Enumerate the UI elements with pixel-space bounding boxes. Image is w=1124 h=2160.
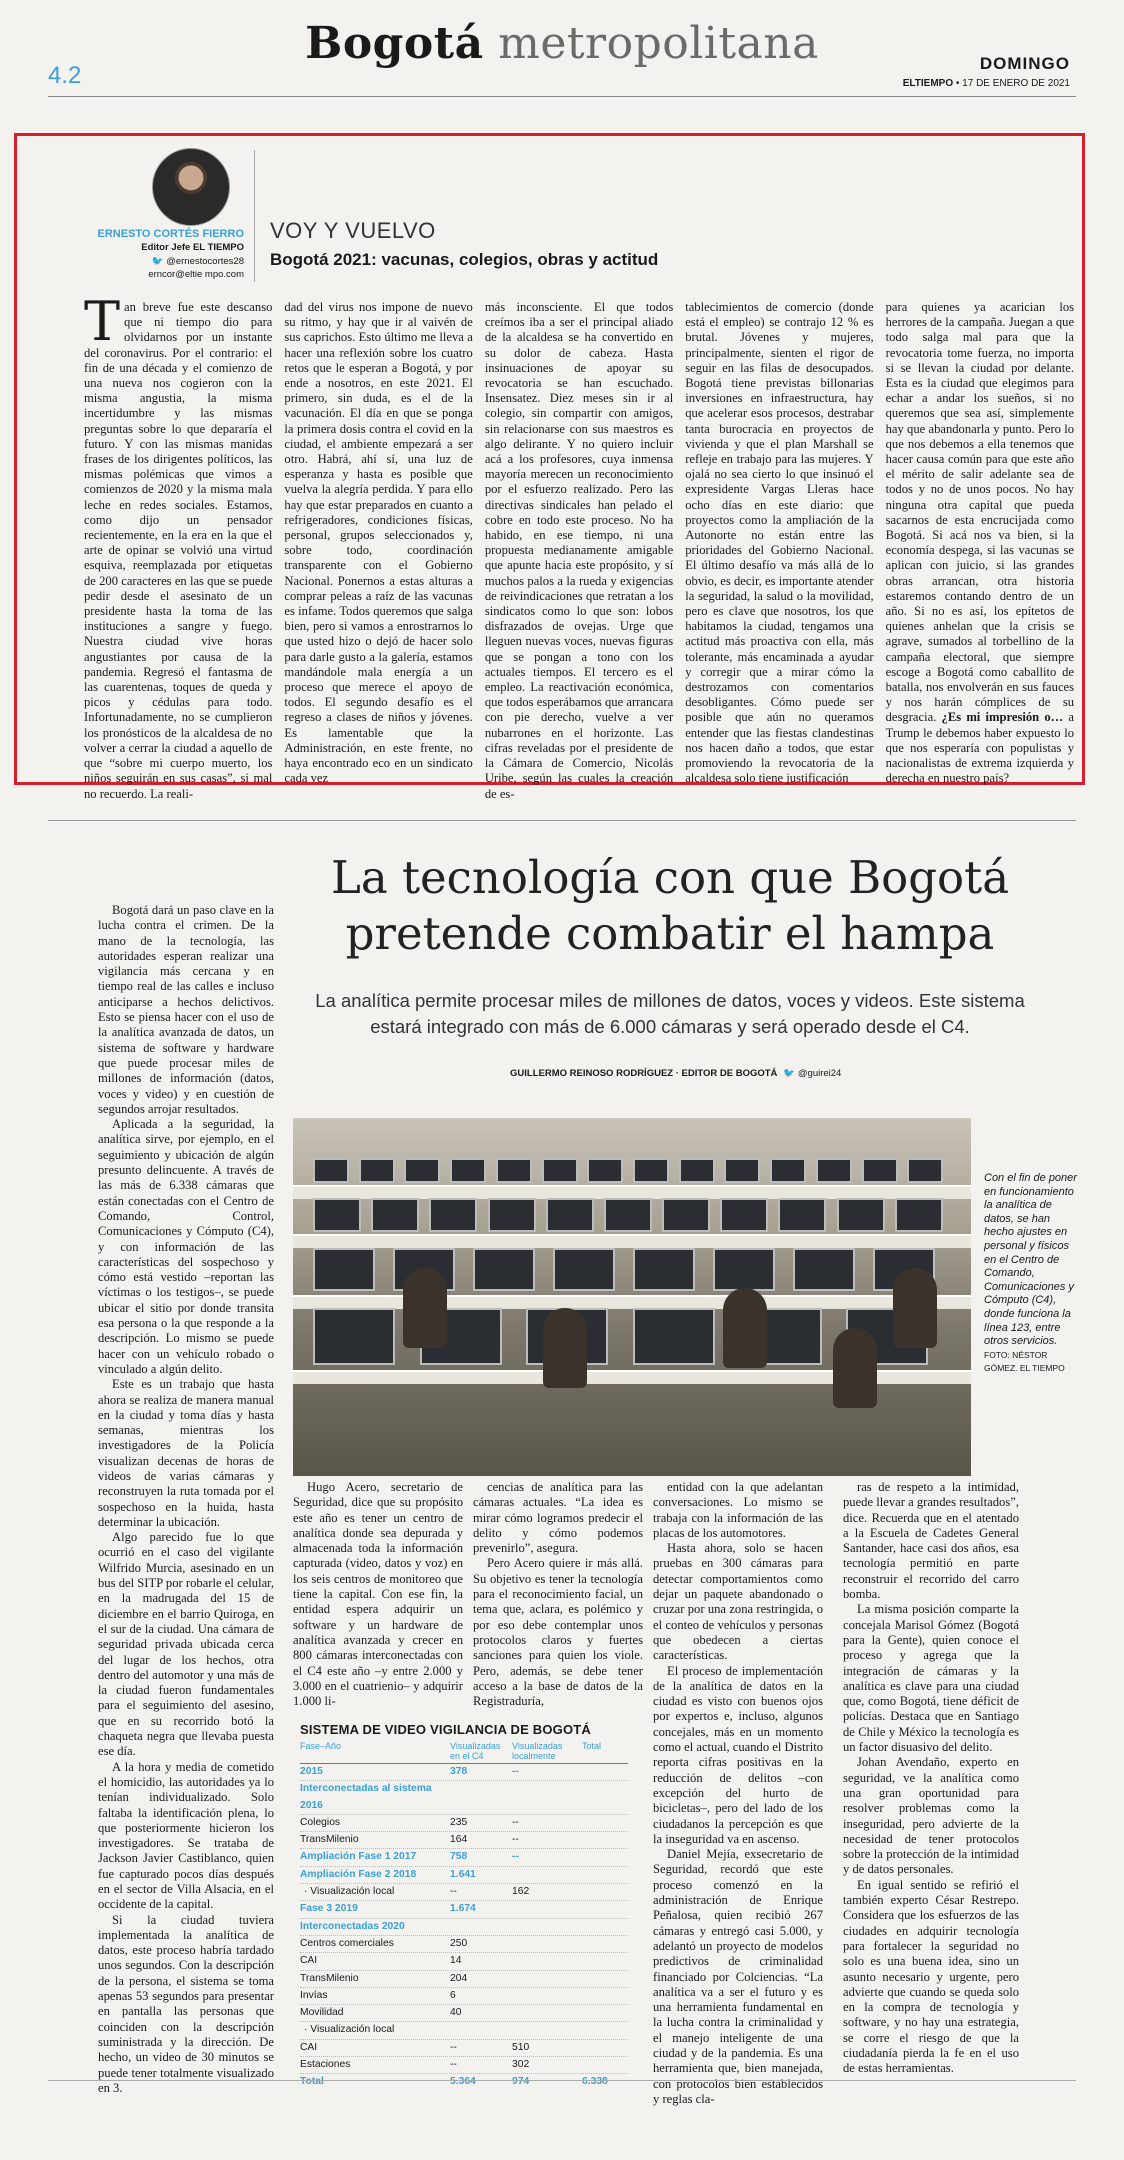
paragraph: Este es un trabajo que hasta ahora se realiza de manera manual en la ciudad y toma días y hasta semanas, mientras los investigadores de la Policía visualizan decenas de horas de videos de varias cámaras y reconstruyen la ruta tomada por el sospechoso en la huida, hasta determinar la ubicación. [98, 1377, 274, 1529]
paper-name: ELTIEMPO [902, 78, 954, 89]
monitor [313, 1158, 349, 1183]
table-title: SISTEMA DE VIDEO VIGILANCIA DE BOGOTÁ [300, 1722, 592, 1737]
table-row: Movilidad 40 [300, 2005, 628, 2022]
footer-rule [48, 2080, 1076, 2081]
section-title [0, 18, 1124, 69]
monitor [633, 1248, 695, 1291]
operator [833, 1328, 877, 1408]
header-rule [48, 96, 1076, 97]
table-row: TransMilenio 164 -- [300, 1832, 628, 1849]
monitor [770, 1158, 806, 1183]
section-separator [48, 820, 1076, 821]
table-row: TransMilenio 204 [300, 1971, 628, 1988]
table-header: Fase–Año Visualizadas en el C4 Visualizadas localmente Total [300, 1739, 628, 1764]
operator [893, 1268, 937, 1348]
monitor [404, 1158, 440, 1183]
monitor [907, 1158, 943, 1183]
article-col-b [473, 1480, 643, 1720]
opinion-headline: Bogotá 2021: vacunas, colegios, obras y actitud [270, 250, 659, 269]
paragraph: entidad con la que adelantan conversaciones. Lo mismo se trabaja con la información de las placas de los automotores. [653, 1480, 823, 1540]
table-row: Invías 6 [300, 1988, 628, 2005]
table-row: Centros comerciales 250 [300, 1936, 628, 1953]
section-title-main: Bogotá [305, 18, 484, 69]
monitor [313, 1308, 395, 1365]
paragraph: Algo parecido fue lo que ocurrió en el caso del vigilante Wilfrido Murcia, asesinado en un bus del SITP por robarle el celular, en la madrugada del 15 de diciembre en el barrio Quiroga, en el sur de la ciudad. Una cámara de seguridad privada ubicada cerca del lugar de los hechos, otra dentro del automotor y una más de la ciudad fueron fundamentales para el seguimiento del asesino, que en su recorrido botó la chaqueta negra que llevaba puesta ese día. [98, 1530, 274, 1759]
article-left-column [98, 903, 274, 2095]
paragraph: Bogotá dará un paso clave en la lucha contra el crimen. De la mano de la tecnología, las autoridades esperan realizar una vigilancia más cercana y en tiempo real de las calles e incluso anticiparse a hechos delictivos. Esto se piensa hacer con el uso de la analítica avanzada de datos, un sistema de software y hardware que puede procesar miles de millones de información (datos, voces y video) y en cuestión de segundos arrojar resultados. [98, 903, 274, 1116]
article-byline: GUILLERMO REINOSO RODRÍGUEZ · EDITOR DE BOGOTÁ 🐦 @guirei24 [510, 1068, 842, 1079]
page-number: 4.2 [48, 62, 82, 89]
paragraph: Si la ciudad tuviera implementada la analítica de datos, este proceso habría tardado unos segundos. Con la descripción de la persona, el sistema se toma apenas 53 segundos para presentar en pantalla las personas que coinciden con la descripción suministrada y la dirección. De hecho, un video de 30 minutos se puede tener totalmente visualizado en 3. [98, 1912, 274, 2095]
monitor [542, 1158, 578, 1183]
opinion-col-4: tablecimientos de comercio (donde está el empleo) se contrajo 12 % es brutal. Jóvenes y mujeres, principalmente, sienten el rigor de seguir en las filas de desocupados. Bogotá tiene previstas billonarias inversiones en infraestructura, hay que acelerar esos procesos, destrabar tanta burocracia en proyectos de vivienda y que el plan Marshall se refleje en trabajo para las mujeres. Y ojalá no sea cierto lo que insinuó el expresidente Vargas Lleras hace ocho días en este diario: que proyectos como la ampliación de la Autonorte no están entre las prioridades del Gobierno Nacional. El último desafío va más allá de lo obvio, es decir, es importante atender la seguridad, la salud o la movilidad, pero es clave que nosotros, los que habitamos la ciudad, tengamos una actitud más proactiva con ella, más tolerante, más encaminada a ayudar y corregir que a mirar cómo la destrozamos con comentarios desobligantes. Cómo puede ser posible que aún no queramos entender que las fiestas clandestinas nos hacen daño a todos, que estar promoviendo la revocatoria de la alcaldesa solo tiene justificación [685, 300, 874, 786]
monitor [895, 1198, 943, 1232]
monitor [496, 1158, 532, 1183]
article-col-d [843, 1480, 1019, 2076]
monitor [713, 1248, 775, 1291]
table-row: CAI 14 [300, 1953, 628, 1970]
drop-cap: T [84, 290, 121, 353]
table-row: Ampliación Fase 2 2018 1.641 [300, 1867, 628, 1884]
operator [723, 1288, 767, 1368]
monitor [720, 1198, 768, 1232]
monitor [587, 1158, 623, 1183]
paragraph: Hasta ahora, solo se hacen pruebas en 300 cámaras para detectar comportamientos como dejar un paquete abandonado o cruzar por una zona restringida, o el conteo de vehículos y personas que obedecen a ciertas características. [653, 1541, 823, 1663]
author-email[interactable]: erncor@eltie mpo.com [148, 269, 244, 280]
article-headline: La tecnología con que Bogotá pretende combatir el hampa [330, 851, 1010, 960]
monitor [473, 1248, 535, 1291]
monitor [837, 1198, 885, 1232]
monitor [553, 1248, 615, 1291]
paragraph: En igual sentido se refirió el también experto César Restrepo. Considera que los esfuerzos de las ciudades en adquirir tecnología para fortalecer la seguridad no solo es una buena idea, sino un asunto necesario y urgente, pero advierte que cuando se queda solo en la compra de tecnología y software, y no hay una estrategia, se corre el riesgo de que la ciudadanía pierda la fe en el uso de estas herramientas. [843, 1877, 1019, 2076]
table-row: Interconectadas al sistema 2016 [300, 1781, 628, 1815]
opinion-col-3: más inconsciente. El que todos creímos iba a ser el principal aliado de la alcaldesa se ha convertido en su dolor de cabeza. Hasta insinuaciones de apoyar su revocatoria se han escuchado. Insensatez. Diez meses sin ir al colegio, sin compartir con amigos, sin relacionarse con sus maestros es algo delirante. Y no quiero incluir acá a los profesores, cuya inmensa mayoría merecen un reconocimiento por el esfuerzo realizado. Pero las directivas sindicales han pelado el cobre en todo este proceso. No ha habido, en ese tiempo, ni una propuesta medianamente amigable que apunte hacia este propósito, y sí muchos palos a la rueda y exigencias de reivindicaciones que retratan a los sindicatos como lo que son: lobos disfrazados de ovejas. Urge que lleguen nuevas voces, nuevas figuras que se pongan a tono con los actuales tiempos. El tercero es el empleo. La reactivación económica, que todos esperábamos que arrancara con pie derecho, vuelve a ver nubarrones en el horizonte. Las cifras reveladas por el presidente de la Cámara de Comercio, Nicolás Uribe, según las cuales la creación de es- [484, 300, 674, 801]
monitor [546, 1198, 594, 1232]
operator [543, 1308, 587, 1388]
photo-caption: Con el fin de poner en funcionamiento la analítica de datos, se han hecho ajustes en personal y físicos en el Centro de Comando, Comunicaciones y Cómputo (C4), donde funciona la línea 123, entre otros servicios. FOTO: NÉSTOR GÓMEZ. EL TIEMPO [984, 1172, 1077, 1374]
monitor [679, 1158, 715, 1183]
paragraph: Daniel Mejía, exsecretario de Seguridad, recordó que este proceso comenzó en la administración de Enrique Peñalosa, quien recibió 267 cámaras y entregó casi 5.000, y adelantó un proyecto de modelos predictivos de criminalidad financiado por Colciencias. “La analítica va a ser el futuro y es una herramienta fundamental en la lucha contra la criminalidad y el manejo inteligente de una ciudad y de la pandemia. Es una herramienta que, bien manejada, con protocolos bien establecidos y reglas cla- [653, 1847, 823, 2106]
monitor [724, 1158, 760, 1183]
table-row: · Visualización local -- 162 [300, 1884, 628, 1901]
paragraph: A la hora y media de cometido el homicidio, las autoridades ya lo tenían individualizado. Solo faltaba la identificación plena, lo que posteriormente hicieron los investigadores. Se trataba de Jackson Javier Castiblanco, quien fue capturado pocos días después en el sector de Villa Alsacia, en el occidente de la capital. [98, 1759, 274, 1912]
c4-control-room-photo [293, 1118, 971, 1476]
section-title-sub: metropolitana [498, 18, 819, 69]
monitor [371, 1198, 419, 1232]
dateline [903, 78, 1070, 89]
table-row: Total 5.364 974 6.338 [300, 2076, 608, 2088]
author-divider [254, 150, 255, 282]
closing-question: ¿Es mi impresión o… [941, 710, 1064, 725]
table-row: CAI -- 510 [300, 2040, 628, 2057]
article-col-c [653, 1480, 823, 2106]
opinion-col-2: dad del virus nos impone de nuevo su ritmo, y hay que ir al vaivén de sus caprichos. Esto último me lleva a hacer una reflexión sobre los cuatro retos que le esperan a Bogotá, y por ende a nosotros, en este 2021. El primero, sin duda, es el de la vacunación. El día en que se ponga la primera dosis contra el covid en la ciudad, el ambiente empezará a ser otro. Habrá, ahí sí, una luz de esperanza y hasta es posible que vuelva la alegría perdida. Y para ello hay que estar preparados en cuanto a refrigeradores, condiciones físicas, personal, grupos seleccionados y, sobre todo, coordinación transparente con el Gobierno Nacional. Ponernos a estas alturas a comprar peleas a raíz de las vacunas es infame. Todos queremos que salga bien, pero si vamos a enrostrarnos lo que usted hizo o dejó de hacer solo para darle gusto a la galería, estamos mandándole mala energía a un proceso que merece el apoyo de todos. El segundo desafío es el regreso a clases de niños y jóvenes. Es lamentable que la Administración, en este frente, no haya encontrado eco en un sindicato cada vez [284, 300, 473, 786]
paragraph: Johan Avendaño, experto en seguridad, ve la analítica como una gran oportunidad para resolver problemas como la inseguridad, pero advierte de la necesidad de tener protocolos sobre la protección de la intimidad y de datos personales. [843, 1755, 1019, 1877]
issue-day: DOMINGO [979, 54, 1070, 73]
monitor [313, 1248, 375, 1291]
paragraph: ras de respeto a la intimidad, puede llevar a grandes resultados”, dice. Recuerda que en el atentado a la Escuela de Cadetes General Santander, hace casi dos años, esa tecnología permitió en parte reconstruir el recorrido del carro bomba. [843, 1480, 1019, 1602]
opinion-col-5: para quienes ya acarician los herrores de la campaña. Juegan a que todo salga mal para que la revocatoria tome fuerza, no importa si se llevan la ciudad por delante. Esta es la ciudad que elegimos para echar a andar los sueños, si no queremos que sea así, simplemente hay que abandonarla y punto. Pero lo que nos debemos a ella tenemos que hacer causa común para que este año el mérito de salir adelante sea de todos y no de unos pocos. No hay ninguna otra capital que pueda sacarnos de esta encrucijada como Bogotá. Si acá nos va bien, si la economía despega, si las vacunas se aplican con juicio, si las grandes obras arrancan, otra historia estaremos contando dentro de un año. Si no es así, los epítetos de quienes anhelan que la crisis se agrave, sumados al torbellino de la campaña electoral, que siempre escoge a Bogotá como caballito de batalla, nos envolverán en sus fauces y nos harán cómplices de su desgracia. ¿Es mi impresión o… a Trump le debemos haber expuesto lo que nos esperaría con populistas y nacionalistas de extrema izquierda y derecha en nuestro país? [885, 300, 1075, 786]
author-twitter[interactable]: 🐦 @ernestocortes28 [151, 256, 244, 267]
issue-date: • 17 DE ENERO DE 2021 [955, 78, 1070, 89]
paragraph: La misma posición comparte la concejala Marisol Gómez (Bogotá para la Gente), quien conoce el proceso y agrega que la integración de cámaras y la analítica es clave para una ciudad que, como Bogotá, tiene déficit de policías. Destaca que en Santiago de Chile y México la tecnología es un factor disuasivo del delito. [843, 1602, 1019, 1755]
paragraph: Aplicada a la seguridad, la analítica sirve, por ejemplo, en el seguimiento y ubicación de algún presunto delincuente. A través de las más de 6.338 cámaras que están conectadas con el Centro de Comando, Control, Comunicaciones y Cómputo (C4), y con información de las características del sospechoso y cómo está vestido –reportan las víctimas o los testigos–, se puede ubicar el sitio por donde transita esa persona o la que responde a la descripción. Lo mismo se puede hacer con un vehículo robado o vinculado a algún delito. [98, 1117, 274, 1376]
article-deck: La analítica permite procesar miles de millones de datos, voces y videos. Este sistema estará integrado con más de 6.000 cámaras y será operado desde el C4. [315, 990, 1025, 1037]
monitor [450, 1158, 486, 1183]
monitor [604, 1198, 652, 1232]
monitor [429, 1198, 477, 1232]
author-name: ERNESTO CORTÉS FIERRO [97, 228, 244, 240]
monitor [662, 1198, 710, 1232]
photo-credit: FOTO: NÉSTOR GÓMEZ. EL TIEMPO [984, 1349, 1065, 1374]
video-surveillance-table [300, 1722, 628, 2091]
monitor [359, 1158, 395, 1183]
monitor [633, 1308, 715, 1365]
opinion-col-1: Tan breve fue este descanso que ni tiempo dio para olvidarnos por un instante del coronavirus. Por el contrario: el fin de una década y el comienzo de una nueva nos cogieron con la misma angustia, la misma incertidumbre y las mismas preguntas sobre lo que depararía el futuro. Y con las mismas manidas frases de los dirigentes políticos, las mismas polémicas que vimos a comienzos de 2020 y la misma mala leche en redes sociales. Estamos, como dijo un pensador recientemente, en la era en la que el arte de opinar se volvió una virtud esquiva, reemplazada por etiquetas de 200 caracteres en las que se puede pedir desde el asesinato de un presidente hasta la toma de las instituciones a sangre y fuego. Nuestra ciudad vive horas angustiantes por causa de la pandemia. Regresó el fantasma de las cuarentenas, toques de queda y picos y cédulas para todo. Infortunadamente, no se cumplieron los pronósticos de la alcaldesa de no volver a cerrar la ciudad a aquello de que “sobre mi cuerpo muerto, los niños seguirán en sus casas”, si mal no recuerdo. La reali- [84, 290, 273, 801]
monitor [816, 1158, 852, 1183]
paragraph: Hugo Acero, secretario de Seguridad, dice que su propósito este año es tener un centro de analítica donde sea depurada y almacenada toda la información capturada (video, datos y voz) en los seis centros de monitoreo que tiene la capital. Con ese fin, la entidad espera adquirir un software y un hardware de analítica avanzada y crecer en 800 cámaras interconectadas con el C4 este año –y entre 2.000 y 3.000 en el cuatrienio– y adquirir 1.000 li- [293, 1480, 463, 1709]
monitor [793, 1248, 855, 1291]
byline-twitter[interactable]: 🐦 @guirei24 [783, 1068, 842, 1079]
table-row: Ampliación Fase 1 2017 758 -- [300, 1849, 628, 1866]
monitor [862, 1158, 898, 1183]
table-row: Estaciones -- 302 [300, 2057, 628, 2074]
opinion-body [84, 290, 1075, 801]
operator [403, 1268, 447, 1348]
table-row: Colegios 235 -- [300, 1815, 628, 1832]
paragraph: El proceso de implementación de la analítica de datos en la ciudad es visto con buenos ojos por expertos e, incluso, algunos concejales, más en un momento como el actual, cuando el Distrito reporta cifras positivas en la reducción de delitos –con excepción del hurto de bicicletas–, pero del lado de los ciudadanos la percepción es que la inseguridad va en ascenso. [653, 1663, 823, 1846]
twitter-icon: 🐦 [151, 256, 167, 267]
article-col-a [293, 1480, 463, 1720]
table-row: · Visualización local [300, 2022, 628, 2039]
column-kicker: VOY Y VUELVO [270, 218, 436, 243]
paragraph: Pero Acero quiere ir más allá. Su objetivo es tener la tecnología para el reconocimiento facial, un tema que, aclara, es polémico y por eso debe contemplar unos protocolos claros y fuertes sanciones para quien los viole. Pero, además, se debe tener acceso a la base de datos de la Registraduría, [473, 1556, 643, 1709]
author-role: Editor Jefe EL TIEMPO [141, 242, 244, 253]
table-row: Fase 3 2019 1.674 [300, 1901, 628, 1918]
table-row: 2015 378 -- [300, 1764, 628, 1781]
monitor [633, 1158, 669, 1183]
twitter-icon: 🐦 [783, 1068, 798, 1079]
author-avatar [152, 148, 230, 226]
paragraph: cencias de analítica para las cámaras actuales. “La idea es mirar cómo logramos predecir el delito y cómo podemos prevenirlo”, asegura. [473, 1480, 643, 1556]
table-body [300, 1764, 628, 2091]
monitor [778, 1198, 826, 1232]
table-row: Interconectadas 2020 [300, 1919, 628, 1936]
monitor [488, 1198, 536, 1232]
monitor [313, 1198, 361, 1232]
